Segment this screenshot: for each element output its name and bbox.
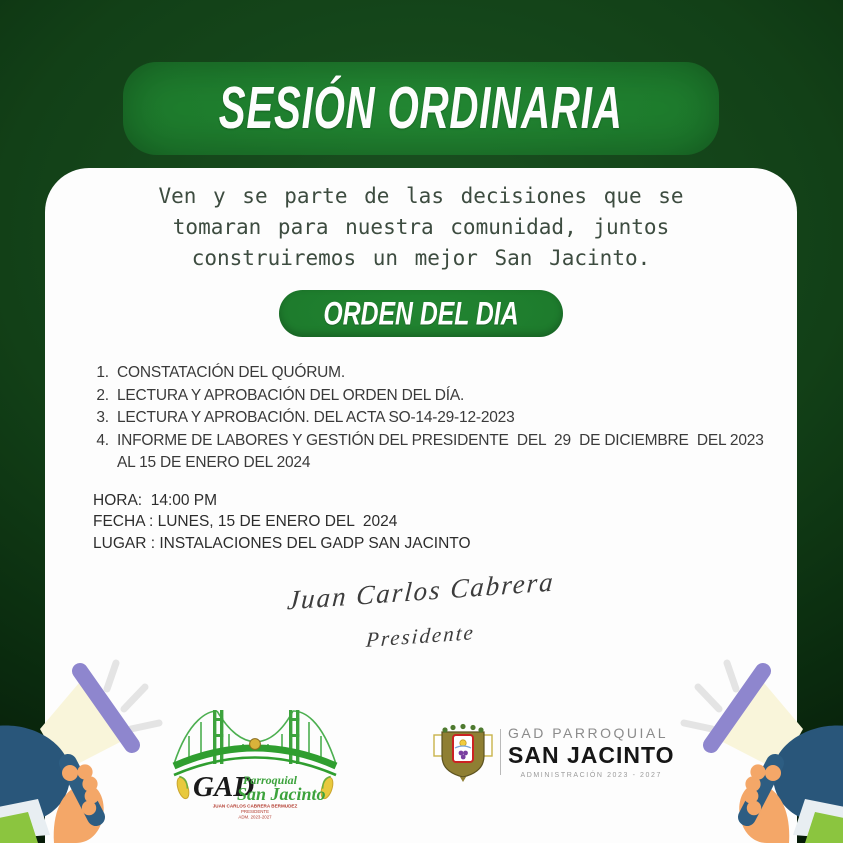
signature-name: Juan Carlos Cabrera <box>286 566 556 616</box>
bridge-logo-gad: GAD <box>193 771 255 803</box>
bridge-logo-president-name: JUAN CARLOS CABRERA BERMUDEZ <box>212 803 298 809</box>
megaphone-right-illustration <box>647 651 843 843</box>
agenda-item: 1. CONSTATACIÓN DEL QUÓRUM. <box>113 362 767 385</box>
agenda-title: ORDEN DEL DIA <box>323 294 519 332</box>
agenda-item: 4. INFORME DE LABORES Y GESTIÓN DEL PRESIDENTE DEL 29 DE DICIEMBRE DEL 2023 AL 15 DE ENERO DEL 2024 <box>113 430 767 475</box>
official-logo <box>433 722 675 782</box>
detail-line: FECHA : LUNES, 15 DE ENERO DEL 2024 <box>93 513 398 530</box>
logo-divider <box>500 729 501 775</box>
official-logo-line3: ADMINISTRACIÓN 2023 - 2027 <box>520 772 663 779</box>
intro-text: Ven y se parte de las decisiones que se tomaran para nuestra comunidad, juntos construiremos un mejor San Jacinto. <box>158 184 684 270</box>
coat-of-arms-icon <box>433 722 493 782</box>
bridge-emblem <box>250 739 261 750</box>
session-title: SESIÓN ORDINARIA <box>219 75 623 142</box>
bridge-towers <box>213 710 299 764</box>
agenda-item: 2. LECTURA Y APROBACIÓN DEL ORDEN DEL DÍA. <box>113 385 767 408</box>
laurel-leaves <box>442 724 483 733</box>
bridge-logo-adm: ADM. 2023-2027 <box>238 814 272 820</box>
detail-line: LUGAR : INSTALACIONES DEL GADP SAN JACINTO <box>93 534 471 552</box>
session-banner <box>123 62 719 155</box>
signature-role: Presidente <box>365 620 477 652</box>
bridge-logo <box>171 692 339 820</box>
agenda-header <box>279 290 563 337</box>
details-block <box>93 490 797 555</box>
official-logo-line1: GAD PARROQUIAL <box>508 725 668 741</box>
official-logo-line2: SAN JACINTO <box>508 742 675 768</box>
agenda-list <box>95 362 767 475</box>
detail-line: HORA: 14:00 PM <box>93 491 218 509</box>
signature-block <box>45 566 797 652</box>
bridge-logo-sanjacinto: San Jacinto <box>237 784 326 804</box>
bridge-logo-parroquial: Parroquial <box>243 773 298 787</box>
bridge-logo-president-title: PRESIDENTE <box>240 809 270 814</box>
agenda-item: 3. LECTURA Y APROBACIÓN. DEL ACTA SO-14-29-12-2023 <box>113 407 767 430</box>
megaphone-left-illustration <box>0 651 196 843</box>
